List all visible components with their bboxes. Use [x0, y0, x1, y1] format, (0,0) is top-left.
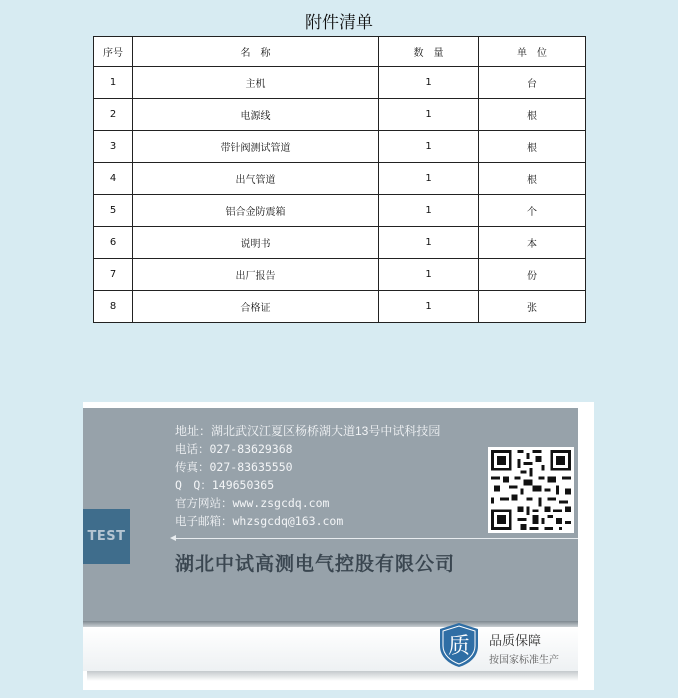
cell-index: 2	[94, 99, 133, 131]
cell-name: 出厂报告	[133, 259, 379, 291]
table-row	[94, 227, 586, 259]
cell-unit: 本	[479, 227, 586, 259]
company-name: 湖北中试高测电气控股有限公司	[175, 553, 456, 575]
table-row	[94, 99, 586, 131]
cell-unit: 份	[479, 259, 586, 291]
qr-code-icon	[488, 447, 574, 533]
cell-index: 3	[94, 131, 133, 163]
card-bottom-shadow	[87, 671, 578, 681]
cell-unit: 张	[479, 291, 586, 323]
table-row	[94, 195, 586, 227]
cell-name: 主机	[133, 67, 379, 99]
quality-subtitle: 按国家标准生产	[489, 655, 559, 666]
cell-quantity: 1	[379, 67, 479, 99]
cell-index: 7	[94, 259, 133, 291]
cell-quantity: 1	[379, 227, 479, 259]
table-row	[94, 131, 586, 163]
cell-unit: 根	[479, 99, 586, 131]
cell-name: 电源线	[133, 99, 379, 131]
divider-line	[173, 538, 578, 539]
table-row	[94, 67, 586, 99]
cell-unit: 根	[479, 131, 586, 163]
contact-block	[175, 422, 515, 530]
cell-name: 带针阀测试管道	[133, 131, 379, 163]
cell-quantity: 1	[379, 131, 479, 163]
cell-unit: 台	[479, 67, 586, 99]
table-row	[94, 259, 586, 291]
cell-quantity: 1	[379, 99, 479, 131]
cell-name: 说明书	[133, 227, 379, 259]
cell-index: 5	[94, 195, 133, 227]
qq-text: Q Q：149650365	[175, 478, 275, 492]
website-text: 官方网站：www.zsgcdq.com	[175, 496, 330, 510]
document-title: 附件清单	[305, 13, 373, 33]
cell-index: 8	[94, 291, 133, 323]
attachment-table	[93, 36, 586, 323]
cell-unit: 根	[479, 163, 586, 195]
header-quantity: 数 量	[379, 37, 479, 67]
header-index: 序号	[94, 37, 133, 67]
cell-index: 6	[94, 227, 133, 259]
test-logo: TEST	[83, 509, 130, 564]
cell-quantity: 1	[379, 291, 479, 323]
cell-quantity: 1	[379, 163, 479, 195]
table-row	[94, 291, 586, 323]
arrow-left-icon	[170, 535, 176, 541]
header-unit: 单 位	[479, 37, 586, 67]
cell-name: 合格证	[133, 291, 379, 323]
email-text: 电子邮箱：whzsgcdq@163.com	[175, 514, 344, 528]
cell-quantity: 1	[379, 259, 479, 291]
cell-index: 1	[94, 67, 133, 99]
cell-name: 铝合金防震箱	[133, 195, 379, 227]
table-row	[94, 163, 586, 195]
cell-quantity: 1	[379, 195, 479, 227]
table-header-row	[94, 37, 586, 67]
quality-shield-icon	[438, 622, 480, 668]
business-card-image	[83, 402, 594, 690]
cell-index: 4	[94, 163, 133, 195]
address-text: 地址：湖北武汉江夏区杨桥湖大道13号中试科技园	[175, 424, 441, 438]
cell-name: 出气管道	[133, 163, 379, 195]
quality-shield-char: 质	[447, 634, 471, 659]
phone-text: 电话：027-83629368	[175, 442, 293, 456]
quality-title: 品质保障	[489, 633, 542, 648]
cell-unit: 个	[479, 195, 586, 227]
header-name: 名 称	[133, 37, 379, 67]
fax-text: 传真：027-83635550	[175, 460, 293, 474]
